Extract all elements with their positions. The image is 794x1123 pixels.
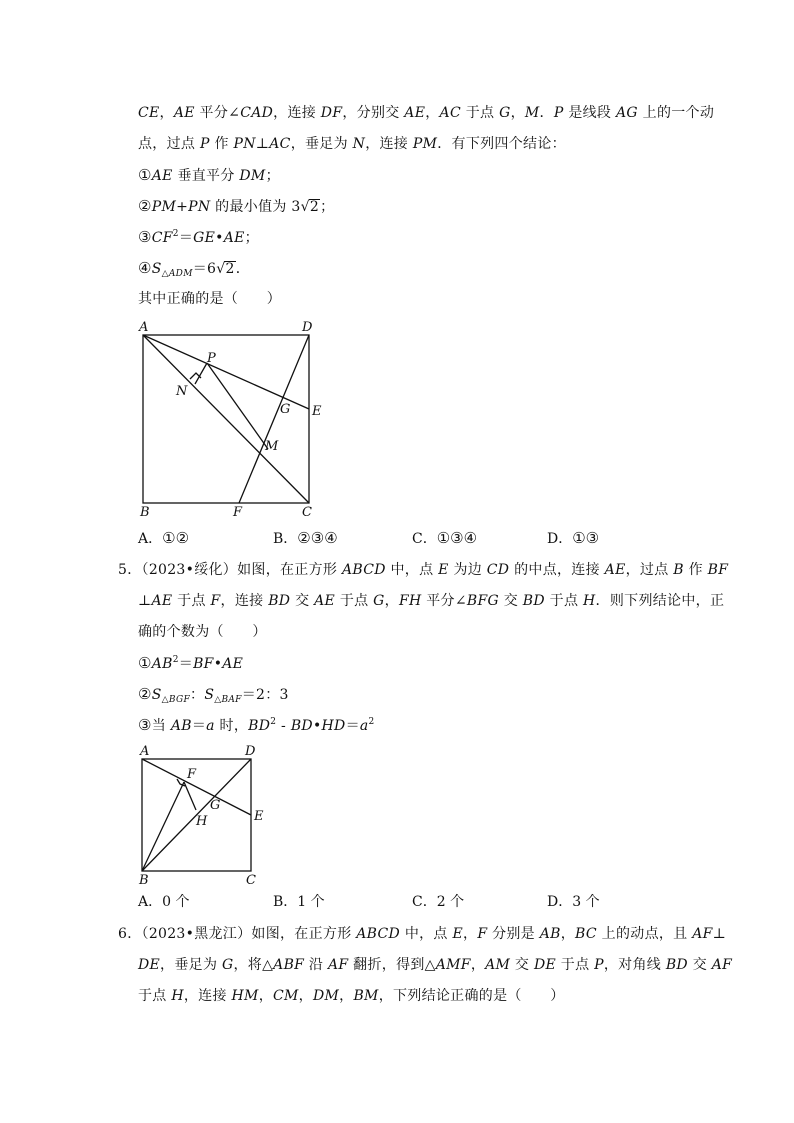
q5-label-d: D xyxy=(245,744,256,759)
q5-option-c[interactable]: C．2 个 xyxy=(412,894,465,910)
q5-text-line-1: 5．（2023•绥化）如图，在正方形 ABCD 中，点 E 为边 CD 的中点，连接 AE，过点 B 作 BF xyxy=(118,562,729,578)
q5-label-a: A xyxy=(140,744,150,759)
q4-segment-df xyxy=(239,335,309,503)
q4-figure xyxy=(130,316,340,522)
q4-question-prompt: 其中正确的是（ ） xyxy=(138,291,281,307)
q4-conclusion-2: ②PM+PN 的最小值为 3√2； xyxy=(138,197,335,215)
q5-conclusion-2: $②S_{\triangle BGF}$：$S_{\triangle BAF}=2$：3 xyxy=(138,685,289,705)
q4-label-g: G xyxy=(280,402,291,417)
q4-conclusion-1: ①AE 垂直平分 DM； xyxy=(138,166,280,184)
q4-label-m: M xyxy=(265,439,279,454)
q4-label-n: N xyxy=(176,384,188,399)
q5-option-a[interactable]: A．0 个 xyxy=(138,894,190,910)
q4-label-e: E xyxy=(312,404,322,419)
q6-text-line-1: 6．（2023•黑龙江）如图，在正方形 ABCD 中，点 E，F 分别是 AB，BC 上的动点，且 AF⊥ xyxy=(118,926,727,942)
q5-label-h: H xyxy=(196,814,208,829)
q4-label-b: B xyxy=(140,505,150,520)
q4-conclusion-4: $④S_{\triangle ADM}=6√2$． xyxy=(138,259,250,279)
q6-text-line-2: DE，垂足为 G，将△ABF 沿 AF 翻折，得到△AMF，AM 交 DE 于点 P，对角线 BD 交 AF xyxy=(138,957,733,973)
q5-conclusion-1: $①AB^2=BF•AE$ xyxy=(138,654,244,672)
q5-label-e: E xyxy=(254,809,264,824)
q5-label-c: C xyxy=(246,873,256,888)
q4-text-line-1: CE，AE 平分∠CAD，连接 DF，分别交 AE，AC 于点 G，M．P 是线段 AG 上的一个动 xyxy=(138,105,715,121)
q4-label-f: F xyxy=(233,505,243,520)
q4-label-c: C xyxy=(302,505,312,520)
q5-option-b[interactable]: B．1 个 xyxy=(273,894,325,910)
q4-segment-ae xyxy=(143,335,309,409)
q4-text-line-2: 点，过点 P 作 PN⊥AC，垂足为 N，连接 PM．有下列四个结论： xyxy=(138,136,566,152)
q6-text-line-3: 于点 H，连接 HM，CM，DM，BM，下列结论正确的是（ ） xyxy=(138,988,565,1004)
q5-text-line-2: ⊥AE 于点 F，连接 BD 交 AE 于点 G，FH 平分∠BFG 交 BD 于点 H．则下列结论中，正 xyxy=(138,593,725,609)
q5-label-g: G xyxy=(210,798,221,813)
q5-segment-bf xyxy=(142,782,184,871)
q4-conclusion-3: $③CF^2=GE•AE$； xyxy=(138,228,259,246)
q5-conclusion-3: ③当 AB＝a 时，$BD^2$ - $BD•HD=a^2$ xyxy=(138,716,375,734)
q4-segment-pm xyxy=(207,363,268,449)
q5-segment-ae xyxy=(142,759,251,815)
q4-option-c[interactable]: C．①③④ xyxy=(412,529,478,547)
q4-label-d: D xyxy=(302,320,313,335)
q4-option-b[interactable]: B．②③④ xyxy=(273,529,338,547)
q5-figure xyxy=(130,742,280,888)
q5-label-f: F xyxy=(187,767,197,782)
q5-text-line-3: 确的个数为（ ） xyxy=(138,624,267,640)
q4-right-angle-mark xyxy=(190,373,201,379)
q4-diagonal-ac xyxy=(143,335,309,503)
q4-label-p: P xyxy=(207,351,216,366)
q4-option-d[interactable]: D．①③ xyxy=(547,529,600,547)
q4-label-a: A xyxy=(139,320,149,335)
q4-option-a[interactable]: A．①② xyxy=(138,529,190,547)
q5-label-b: B xyxy=(139,873,149,888)
q5-option-d[interactable]: D．3 个 xyxy=(547,894,600,910)
